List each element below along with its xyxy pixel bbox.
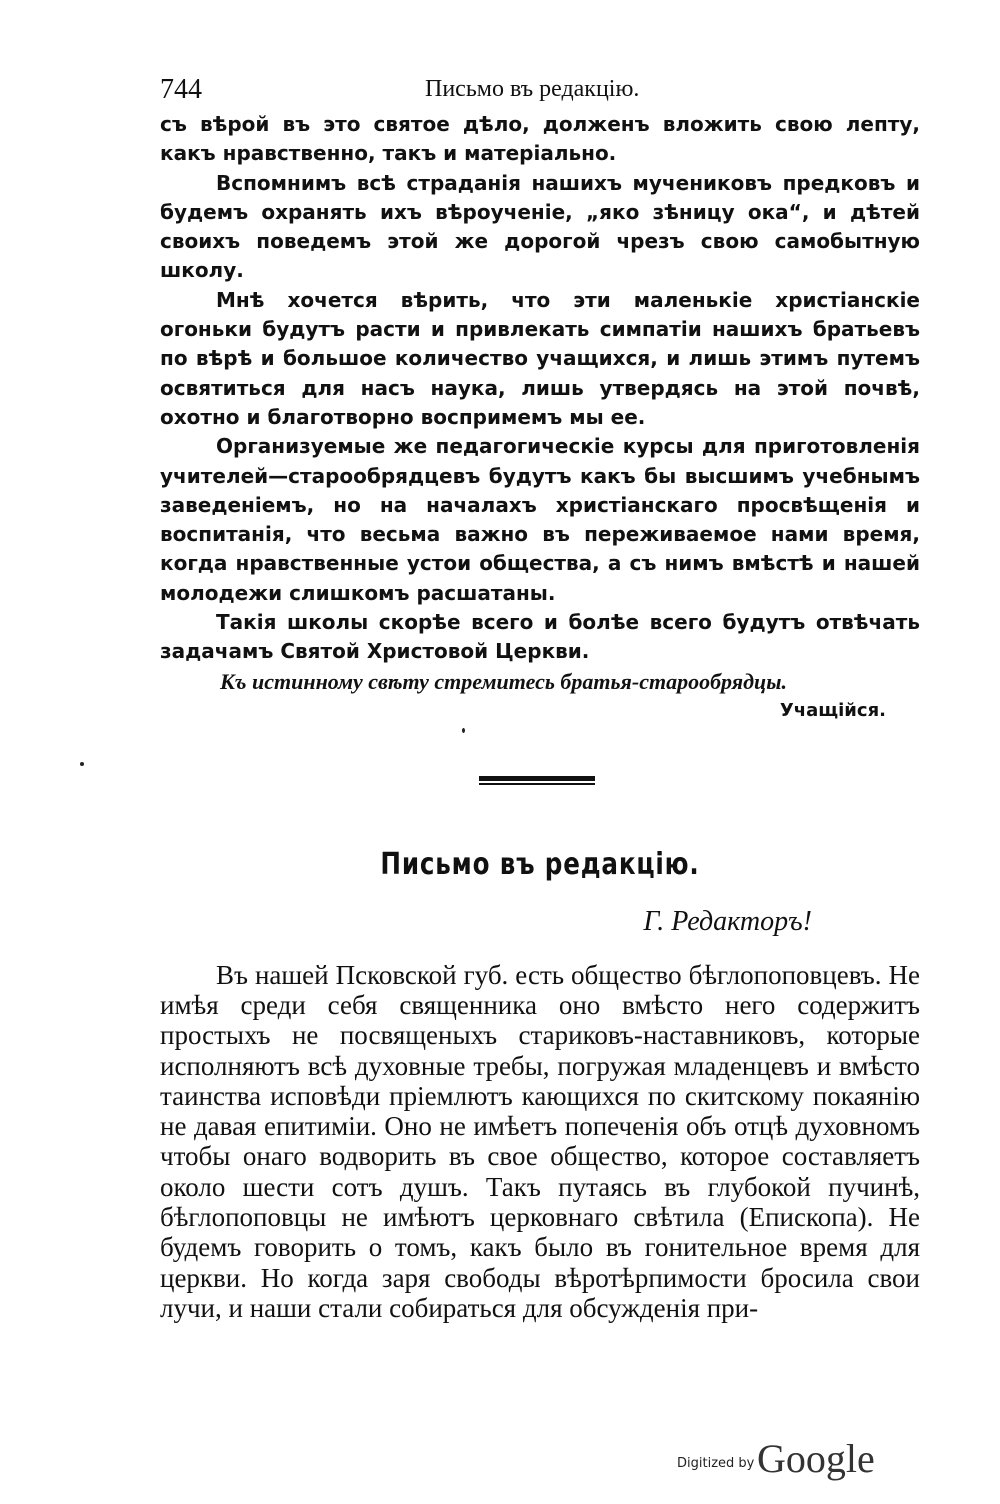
previous-article-body [160, 110, 920, 667]
letter-body [160, 960, 920, 1324]
google-logo-text: Google [757, 1436, 875, 1481]
paragraph: Мнѣ хочется вѣрить, что эти маленькіе христіанскіе огоньки будутъ расти и привлекать симпатіи нашихъ братьевъ по вѣрѣ и большое количество учащихся, и лишь этимъ путемъ освятиться для насъ наука, лишь утвердясь на этой почвѣ, охотно и благотворно воспримемъ мы ее. [160, 287, 920, 429]
paragraph: Въ нашей Псковской губ. есть общество бѣглопоповцевъ. Не имѣя среди себя священника оно вмѣсто него содержитъ простыхъ не посвященыхъ стариковъ-наставниковъ, которые исполняютъ всѣ духовные требы, погружая младенцевъ и вмѣсто таинства исповѣди пріемлютъ кающихся по скитскому покаянію не давая епитиміи. Оно не имѣетъ попеченія объ отцѣ духовномъ чтобы онаго водворить въ свое общество, которое составляетъ около шести сотъ душъ. Такъ путаясь въ глубокой пучинѣ, бѣглопоповцы не имѣютъ церковнаго свѣтила (Епископа). Не будемъ говорить о томъ, какъ было въ гонительное время для церкви. Но когда заря свободы вѣротѣрпимости бросила свои лучи, и наши стали собираться для обсужденія при- [160, 959, 920, 1323]
divider-thin-rule [479, 783, 595, 785]
book-page [160, 70, 920, 1323]
paragraph: Организуемые же педагогическіе курсы для приготовленія учителей—старообрядцевъ будутъ какъ бы высшимъ учебнымъ заведеніемъ, но на началахъ христіанскаго просвѣщенія и воспитанія, что весьма важно въ переживаемое нами время, когда нравственные устои общества, а съ нимъ вмѣстѣ и нашей молодежи слишкомъ расшатаны. [160, 434, 920, 605]
divider-thick-rule [479, 776, 595, 781]
print-speck [80, 762, 84, 766]
section-divider [479, 776, 595, 785]
author-signature: Учащійся. [779, 699, 886, 721]
paragraph: съ вѣрой въ это святое дѣло, долженъ вложить свою лепту, какъ нравственно, такъ и матеріально. [160, 112, 920, 166]
paragraph: Такія школы скорѣе всего и болѣе всего будутъ отвѣчать задачамъ Святой Христовой Церкви. [160, 610, 920, 664]
digitized-label: Digitized by [677, 1456, 755, 1471]
digitized-by-google-watermark [677, 1436, 877, 1486]
running-header [160, 70, 920, 110]
letter-title: Письмо въ редакцію. [380, 846, 700, 882]
closing-motto: Къ истинному свѣту стремитесь братья-старообрядцы. [220, 668, 788, 694]
letter-salutation: Г. Редакторъ! [643, 905, 812, 937]
paragraph: Вспомнимъ всѣ страданія нашихъ мучениковъ предковъ и будемъ охранять ихъ вѣроученіе, „яко зѣницу ока“, и дѣтей своихъ поведемъ этой же дорогой чрезъ свою самобытную школу. [160, 170, 920, 283]
print-speck [462, 728, 465, 733]
page-number: 744 [160, 74, 202, 105]
running-title: Письмо въ редакцію. [425, 76, 640, 102]
google-logo-icon [757, 1436, 875, 1482]
